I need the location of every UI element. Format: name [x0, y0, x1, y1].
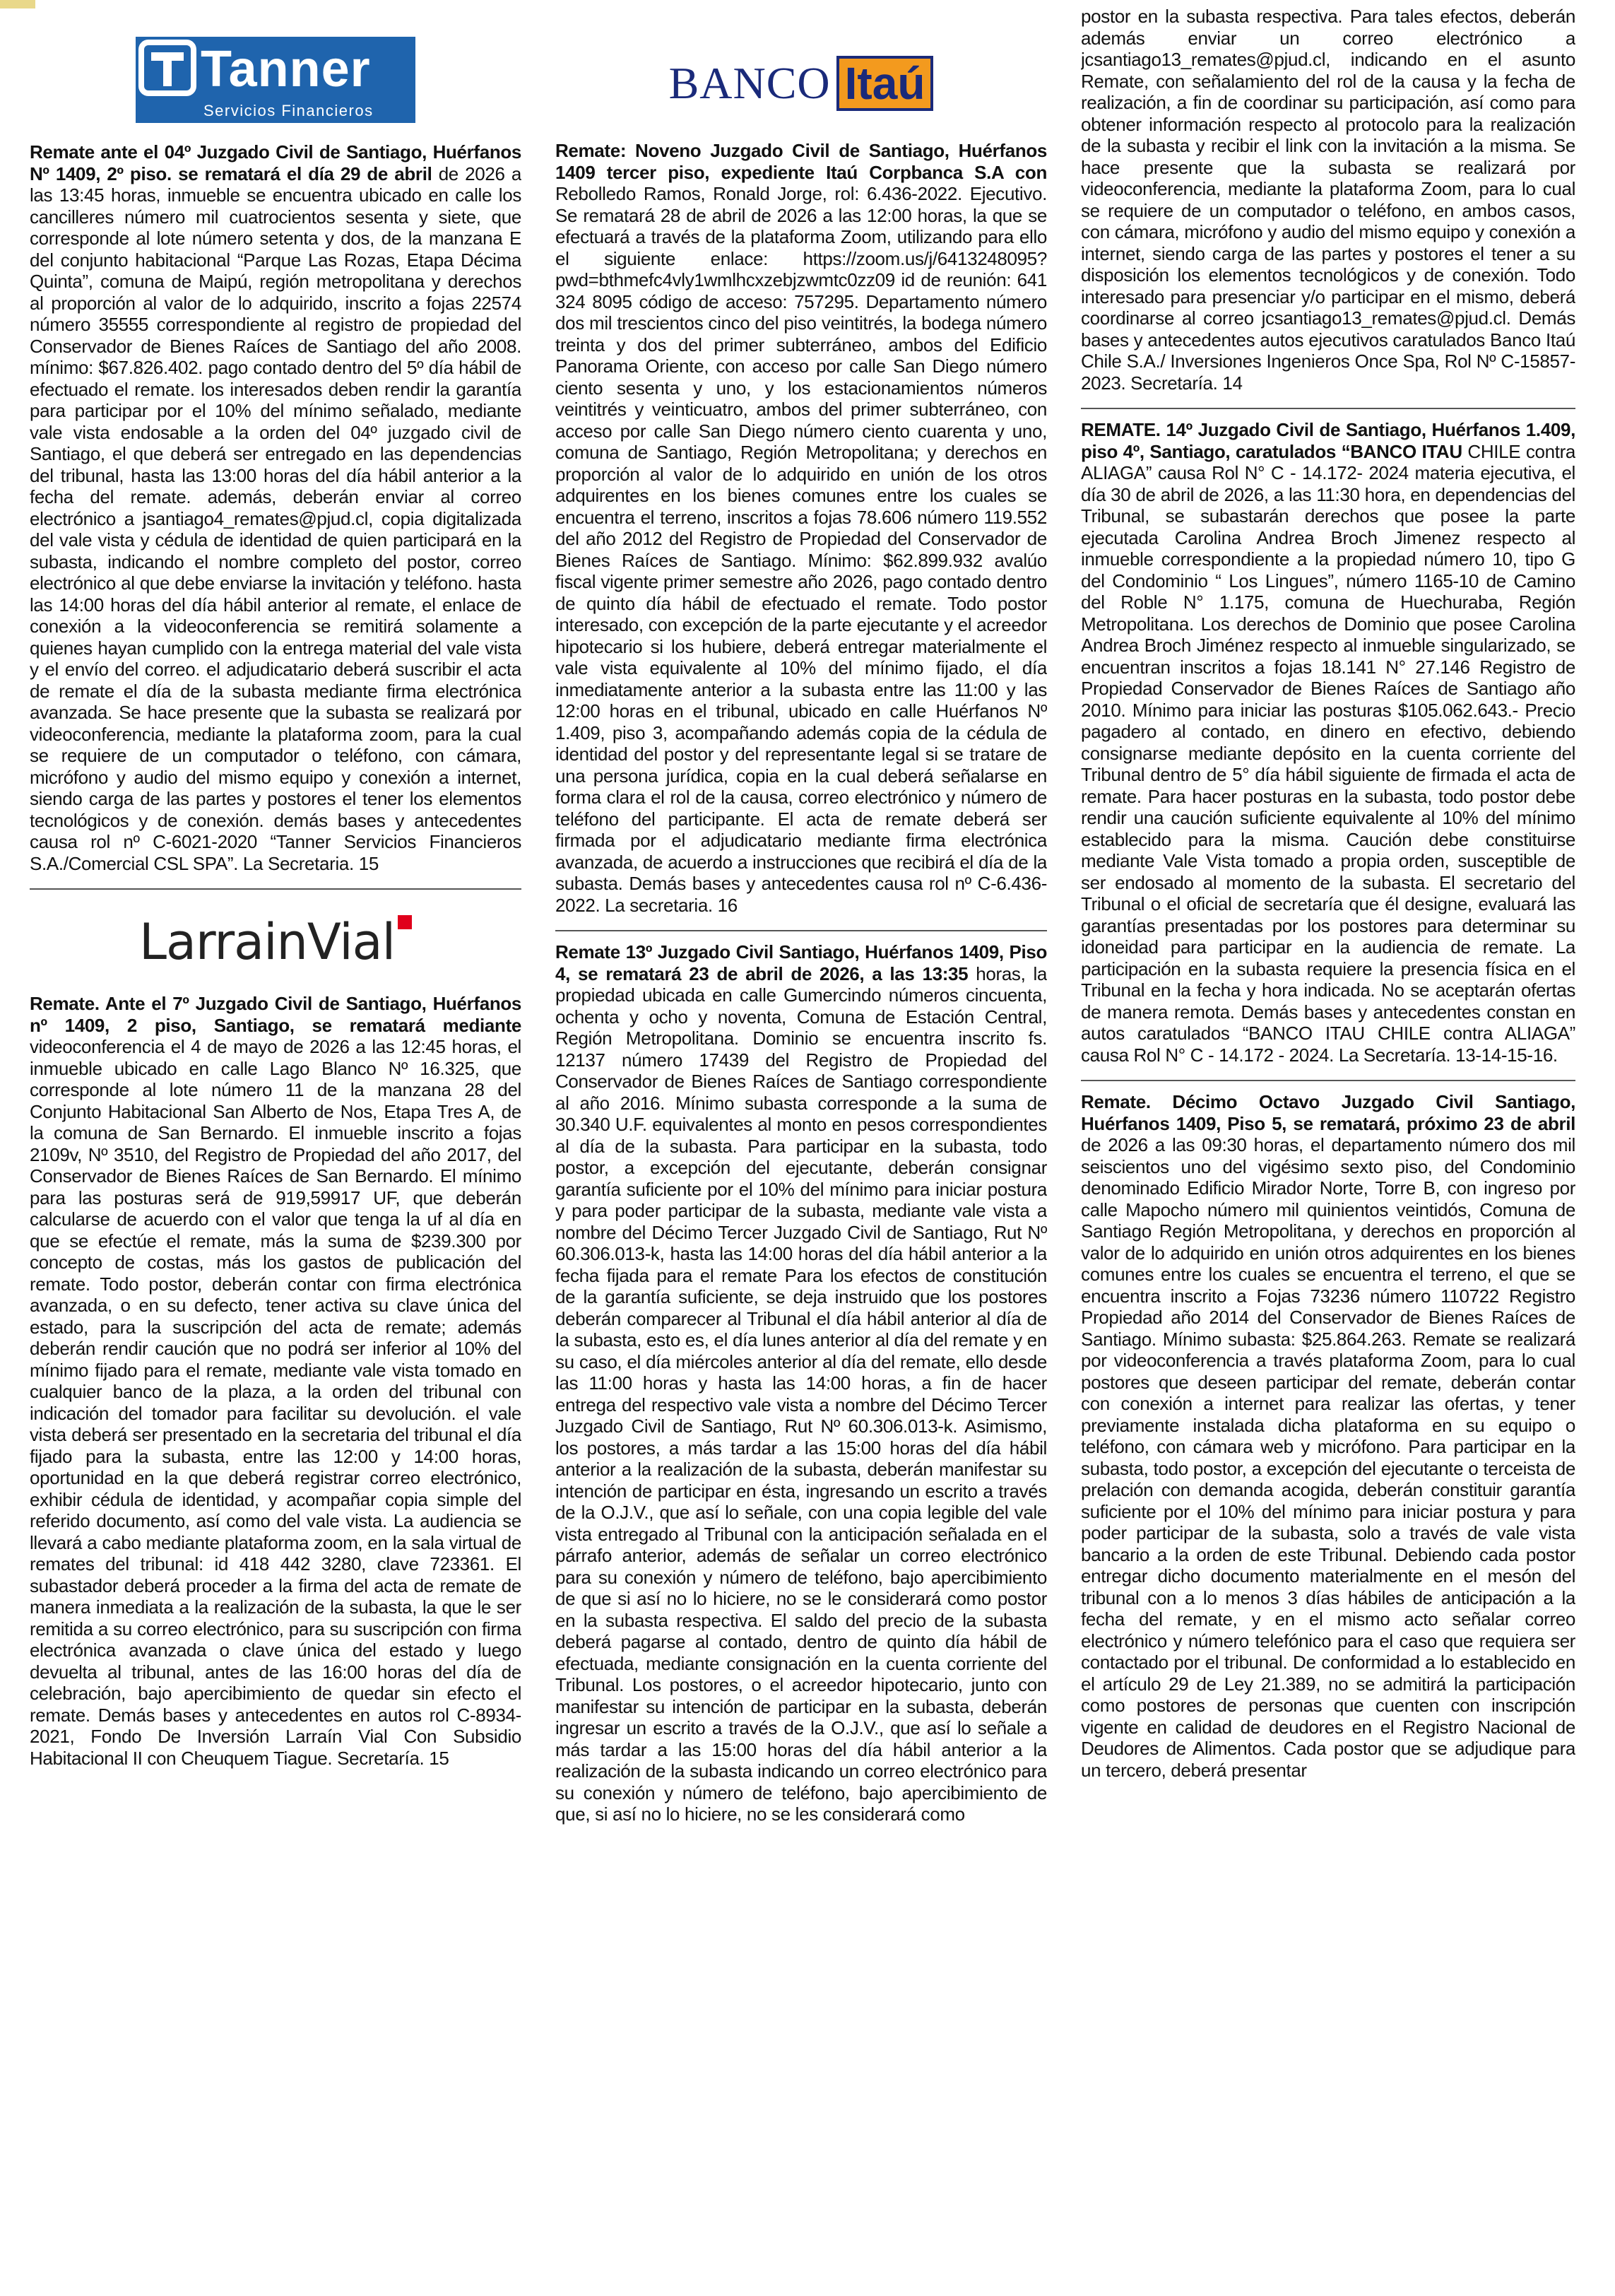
itau-logo-box: [836, 56, 934, 111]
divider: [555, 930, 1047, 931]
notice-body: de 2026 a las 13:45 horas, inmueble se encuentra ubicado en calle los cancilleres número mil cuatrocientos sesenta y siete, que corresponde al lote número setenta y dos, de la manzana E del conjunto habitacional “Parque Las Rozas, Etapa Décima Quinta”, comuna de Maipú, región metropolitana y derechos al proporción al valor de lo adquirido, inscrito a fojas 22574 número 35555 correspondiente al registro de propiedad del Conservador de Bienes Raíces de Santiago del año 2008. mínimo: $67.826.402. pago contado dentro del 5º día hábil de efectuado el remate. los interesados deben rendir la garantía para participar por el 10% del mínimo señalado, mediante vale vista endosable a la orden del 04º juzgado civil de Santiago, el que deberá ser entregado en las dependencias del tribunal, hasta las 13:00 horas del día hábil anterior a la fecha del remate. además, deberán enviar al correo electrónico a jsantiago4_remates@pjud.cl, copia digitalizada del vale vista y cédula de identidad de quien participará en la subasta, indicando el nombre completo del postor, correo electrónico al que debe enviarse la invitación y teléfono. hasta las 14:00 horas del día hábil anterior al remate, el enlace de conexión a la videoconferencia se remitirá solamente a quienes hayan cumplido con la entrega material del vale vista y el envío del correo. el adjudicatario deberá suscribir el acta de remate el día de la subasta mediante firma electrónica avanzada. Se hace presente que la subasta se realizará por videoconferencia, mediante la plataforma zoom, para la cual se requiere de un computador o teléfono, con cámara, micrófono y audio del mismo equipo y conexión a internet, siendo carga de las partes y postores el tener los elementos tecnológicos y de conexión. demás bases y antecedentes causa rol nº C-6021-2020 “Tanner Servicios Financieros S.A./Comercial CSL SPA”. La Secretaria. 15: [30, 163, 521, 874]
notice-catorce: [1081, 419, 1575, 1066]
itau-logo: [555, 55, 1047, 112]
notice-body: videoconferencia el 4 de mayo de 2026 a las 12:45 horas, el inmueble ubicado en calle Lago Blanco Nº 16.325, que corresponde al lote número 11 de la manzana 28 del Conjunto Habitacional San Alberto de Nos, Etapa Tres A, de la comuna de San Bernardo. El inmueble inscrito a fojas 2109v, Nº 3510, del Registro de Propiedad del año 2017, del Conservador de Bienes Raíces de San Bernardo. El mínimo para las posturas será de 919,59917 UF, que deberán calcularse de acuerdo con el valor que tenga la uf al día en que se efectúe el remate, más la suma de $239.300 por concepto de costas, más los gastos de publicación del remate. Todo postor, deberán contar con firma electrónica avanzada, o en su defecto, tener activa su clave única del estado, para la suscripción del acta de remate; además deberán rendir caución que no podrá ser inferior al 10% del mínimo fijado para el remate, mediante vale vista tomado en cualquier banco de la plaza, a la orden del tribunal con indicación del tomador para facilitar su devolución. el vale vista deberá ser presentado en la secretaria del tribunal el día fijado para la subasta, entre las 12:00 y 14:00 horas, oportunidad en la que deberá registrar correo electrónico, exhibir cédula de identidad, y acompañar copia simple del referido documento, así como del vale vista. La audiencia se llevará a cabo mediante plataforma zoom, en la sala virtual de remates del tribunal: id 418 442 3280, clave 723361. El subastador deberá proceder a la firma del acta de remate de manera inmediata a la realización de la subasta, la que le ser remitida a su correo electrónico, para su suscripción con firma electrónica avanzada o clave única del estado y luego devuelta al tribunal, antes de las 16:00 horas del día de celebración, bajo apercibimiento de quedar sin efecto el remate. Demás bases y antecedentes en autos rol C-8934-2021, Fondo De Inversión Larraín Vial Con Subsidio Habitacional II con Cheuquem Tiague. Secretaría. 15: [30, 1036, 521, 1769]
notice-tanner: [30, 141, 521, 874]
notice-heading: Remate. Ante el 7º Juzgado Civil de Santiago, Huérfanos nº 1409, 2 piso, Santiago, se rematará mediante: [30, 993, 521, 1036]
larrain-logo-word: LarrainVial: [138, 913, 396, 971]
notice-heading: Remate ante el 04º Juzgado Civil de Santiago, Huérfanos Nº 1409, 2º piso. se rematará el día 29 de abril: [30, 141, 521, 184]
tanner-logo: [136, 37, 415, 123]
notice-heading: Remate. Décimo Octavo Juzgado Civil Santiago, Huérfanos 1409, Piso 5, se rematará, próximo 23 de abril: [1081, 1091, 1575, 1134]
larrain-red-square-icon: [398, 915, 412, 929]
larrain-logo: [30, 909, 521, 975]
tanner-logo-word: Tanner: [201, 41, 371, 98]
notice-body: Rebolledo Ramos, Ronald Jorge, rol: 6.436-2022. Ejecutivo. Se rematará 28 de abril de 2026 a las 12:00 horas, la que se efectuará a través de la plataforma Zoom, utilizando para ello el siguiente enlace: https://zoom.us/j/6413248095?pwd=bthmefc4vly1wmlhcxzebjzwmtc0zz09 id de reunión: 641 324 8095 código de acceso: 757295. Departamento número dos mil trescientos cinco del piso veintitrés, la bodega número treinta y dos del primer subterráneo, ambos del Edificio Panorama Oriente, con acceso por calle San Diego número ciento sesenta y uno, y los estacionamientos números veintitrés y veinticuatro, ambos del primer subterráneo, con acceso por calle San Diego número ciento cuarenta y uno, comuna de Santiago, Región Metropolitana; y derechos en proporción al valor de lo adquirido en unión de los otros adquirentes en los bienes comunes entre los cuales se encuentra el terreno, inscritos a fojas 78.606 número 119.552 del año 2012 del Registro de Propiedad del Conservador de Bienes Raíces de Santiago. Mínimo: $62.899.932 avalúo fiscal vigente primer semestre año 2026, pago contado dentro de quinto día hábil de efectuado el remate. Todo postor interesado, con excepción de la parte ejecutante y el acreedor hipotecario si los hubiere, deberá entregar materialmente el vale vista equivalente al 10% del mínimo fijado, el día inmediatamente anterior a la subasta entre las 11:00 y las 12:00 horas en el tribunal, ubicado en calle Huérfanos Nº 1.409, piso 3, acompañando además copia de la cédula de identidad del postor y del representante legal si se tratare de una persona jurídica, copia en la cual deberá señalarse en forma clara el rol de la causa, correo electrónico y número de teléfono del participante. El acta de remate deberá ser firmada por el adjudicatario mediante firma electrónica avanzada, de acuerdo a instrucciones que recibirá el día de la subasta. Demás bases y antecedentes causa rol nº C-6.436-2022. La secretaria. 16: [555, 183, 1047, 916]
notice-trece: [555, 941, 1047, 1825]
notice-body: de 2026 a las 09:30 horas, el departamento número dos mil seiscientos uno del vigésimo sexto piso, del Condominio denominado Edificio Mirador Norte, Torre B, con ingreso por calle Mapocho número mil quinientos veintidós, Comuna de Santiago Región Metropolitana, y derechos en proporción al valor de lo adquirido en unión otros adquirentes en los bienes comunes entre los cuales se encuentra el terreno, el que se encuentra inscrito a Fojas 73236 número 110722 Registro Propiedad año 2014 del Conservador de Bienes Raíces de Santiago. Mínimo subasta: $25.864.263. Remate se realizará por videoconferencia a través plataforma Zoom, para lo cual postores que deseen participar del remate, deberán contar con conexión a internet para realizar las ofertas, y tener previamente instalada dicha plataforma en su equipo o teléfono, con cámara web y micrófono. Para participar en la subasta, todo postor, a excepción del ejecutante o terceista de prelación con demanda acogida, deberán constituir garantía suficiente por el 10% del mínimo para iniciar postura y para poder participar de la subasta, solo a través de vale vista bancario a la orden de este Tribunal. Debiendo cada postor entregar dicho documento materialmente en el mesón del tribunal con a lo menos 3 días hábiles de anticipación a la fecha del remate, y en el mismo acto señalar correo electrónico y número telefónico para el caso que requiera ser contactado por el tribunal. De conformidad a lo establecido en el artículo 29 de Ley 21.389, no se admitirá la participación como postores de personas que cuenten con inscripción vigente en calidad de deudores en el Registro Nacional de Deudores de Alimentos. Cada postor que se adjudique para un tercero, deberá presentar: [1081, 1134, 1575, 1781]
notice-heading: Remate 13º Juzgado Civil Santiago, Huérfanos 1409, Piso 4, se rematará 23 de abril de 2026, a las 13:35: [555, 941, 1047, 984]
notice-larrain: [30, 993, 521, 1769]
column-right: [1081, 0, 1575, 2296]
column-middle: [555, 0, 1047, 2296]
notice-heading: REMATE. 14º Juzgado Civil de Santiago, Huérfanos 1.409, piso 4º, Santiago, caratulados “BANCO ITAU: [1081, 419, 1575, 462]
divider: [1081, 1080, 1575, 1081]
column-left: [30, 0, 521, 2296]
notice-trece-continued: [1081, 6, 1575, 394]
itau-logo-banco: BANCO: [668, 58, 831, 108]
notice-dieciocho: [1081, 1091, 1575, 1781]
notice-body: horas, la propiedad ubicada en calle Gumercindo números cincuenta, ochenta y ocho y noventa, Comuna de Estación Central, Región Metropolitana. Dominio se encuentra inscrito fs. 12137 número 17439 del Registro de Propiedad del Conservador de Bienes Raíces de Santiago correspondiente al año 2016. Mínimo subasta corresponde a la suma de 30.340 U.F. equivalentes al monto en pesos correspondientes al día de la subasta. Para participar en la subasta, todo postor, a excepción del ejecutante, deberán consignar garantía suficiente por el 10% del mínimo para iniciar postura y para poder participar de la subasta, mediante vale vista a nombre del Décimo Tercer Juzgado Civil de Santiago, Rut Nº 60.306.013-k, hasta las 14:00 horas del día hábil anterior a la fecha fijada para el remate Para los efectos de constitución de la garantía suficiente, se deja instruido que los postores deberán comparecer al Tribunal el día hábil anterior al día de la subasta, esto es, el día lunes anterior al día del remate y en su caso, el día miércoles anterior al día del remate, ello desde las 11:00 horas y hasta las 14:00 horas, a fin de hacer entrega del respectivo vale vista a nombre del Décimo Tercer Juzgado Civil de Santiago, Rut Nº 60.306.013-k. Asimismo, los postores, a más tardar a las 15:00 horas del día hábil anterior a la realización de la subasta, deberán manifestar su intención de participar en ésta, ingresando un escrito a través de la O.J.V., que así lo señale, con una copia legible del vale vista entregado al Tribunal con la anticipación señalada en el párrafo anterior, además de señalar un correo electrónico para su conexión y número de teléfono, bajo apercibimiento de que si así no lo hiciere, no se le considerará como postor en la subasta respectiva. El saldo del precio de la subasta deberá pagarse al contado, dentro de quinto día hábil de efectuada, mediante consignación en la cuenta corriente del Tribunal. Los postores, o el acreedor hipotecario, junto con manifestar su intención de participar en la subasta, deberán ingresar un escrito a través de la O.J.V., que así lo señale a más tardar a las 15:00 horas del día hábil anterior a la realización de la subasta indicando un correo electrónico para su conexión y número de teléfono, bajo apercibimiento de que, si así no lo hiciere, no se les considerará como: [555, 962, 1047, 1825]
notice-heading: Remate: Noveno Juzgado Civil de Santiago, Huérfanos 1409 tercer piso, expediente Itaú Corpbanca S.A con: [555, 140, 1047, 183]
itau-logo-word: Itaú: [844, 58, 925, 109]
tanner-t-icon: [138, 40, 196, 96]
tanner-logo-subtitle: Servicios Financieros: [203, 102, 374, 119]
notice-body: postor en la subasta respectiva. Para tales efectos, deberán además enviar un correo electrónico a jcsantiago13_remates@pjud.cl, indicando en el asunto Remate, con señalamiento del rol de la causa y la fecha de realización, a fin de coordinar su participación, así como para obtener información respecto al protocolo para la realización de la subasta y recibir el link con la invitación a la misma. Se hace presente que la subasta se realizará por videoconferencia, mediante la plataforma Zoom, para lo cual se requiere de un computador o teléfono, en ambos casos, con cámara, micrófono y audio del mismo equipo y conexión a internet, siendo carga de las partes y postores el tener a su disposición los elementos tecnológicos y de conexión. Todo interesado para presenciar y/o participar en el mismo, deberá coordinarse al correo jcsantiago13_remates@pjud.cl. Demás bases y antecedentes autos ejecutivos caratulados Banco Itaú Chile S.A./ Inversiones Ingenieros Once Spa, Rol Nº C-15857-2023. Secretaría. 14: [1081, 6, 1575, 394]
notice-body: CHILE contra ALIAGA” causa Rol N° C - 14.172- 2024 materia ejecutiva, el día 30 de abril de 2026, a las 11:30 hora, en dependencias del Tribunal, se subastarán derechos que posee la parte ejecutada Carolina Andrea Broch Jimenez respecto al inmueble correspondiente a la propiedad número 10, tipo G del Condominio “ Los Lingues”, número 1165-10 de Camino del Roble N° 1.175, comuna de Huechuraba, Región Metropolitana. Los derechos de Dominio que posee Carolina Andrea Broch Jiménez respecto al inmueble singularizado, se encuentran inscritos a fojas 18.141 N° 27.146 Registro de Propiedad Conservador de Bienes Raíces de Santiago año 2010. Mínimo para iniciar las posturas $105.062.643.- Precio pagadero al contado, en dinero en efectivo, debiendo consignarse mediante depósito en la cuenta corriente del Tribunal dentro de 5° día hábil siguiente de firmada el acta de remate. Para hacer posturas en la subasta, todo postor debe rendir una caución suficiente equivalente al 10% del mínimo establecido para la misma. Caución debe constituirse mediante Vale Vista tomado a propia orden, susceptible de ser endosado al momento de la subasta. El secretario del Tribunal o el oficial de secretaría que él designe, evaluará las garantías presentadas por los postores para determinar su idoneidad para participar en la audiencia de remate. La participación en la subasta requiere la presencia física en el Tribunal en la fecha y hora indicada. No se aceptarán ofertas de manera remota. Demás bases y antecedentes constan en autos caratulados “BANCO ITAU CHILE contra ALIAGA” causa Rol N° C - 14.172 - 2024. La Secretaría. 13-14-15-16.: [1081, 440, 1575, 1066]
divider: [30, 888, 521, 890]
notice-itau-noveno: [555, 140, 1047, 916]
divider: [1081, 408, 1575, 409]
